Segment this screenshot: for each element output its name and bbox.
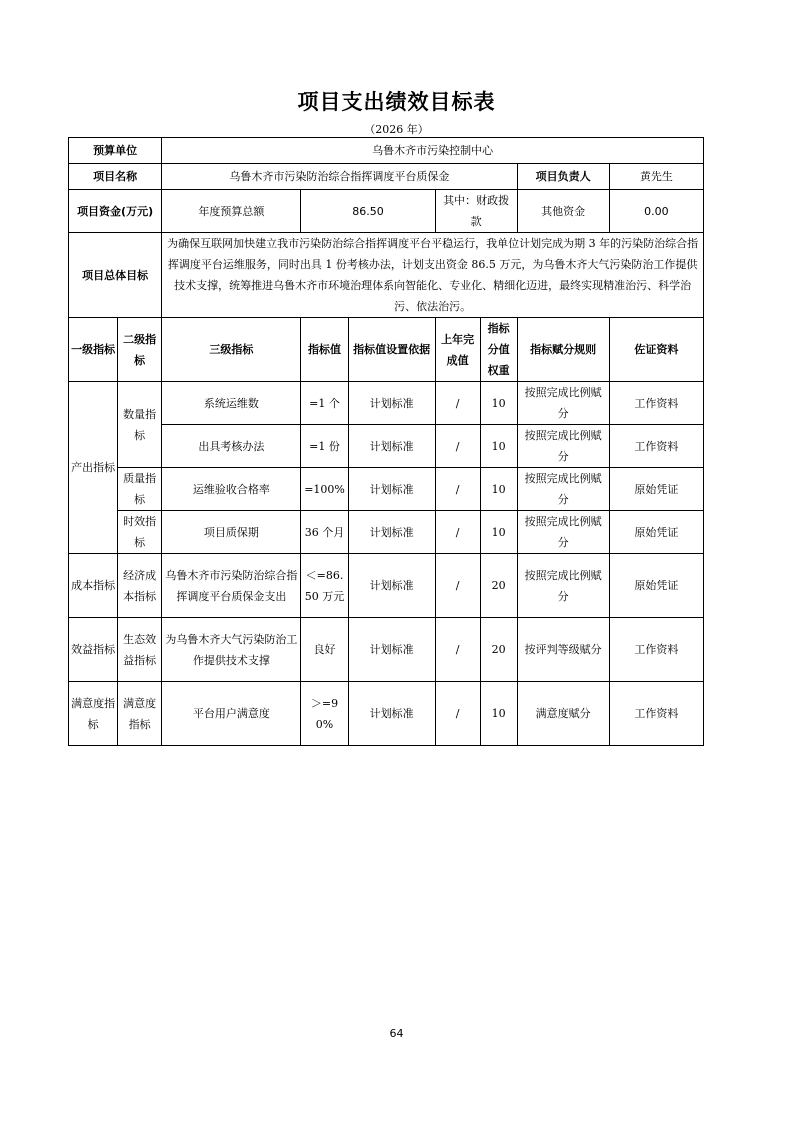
table-row	[69, 511, 704, 554]
indicator-name: 出具考核办法	[162, 425, 301, 468]
group-cost: 成本指标	[69, 554, 118, 618]
header-rule: 指标赋分规则	[517, 318, 609, 382]
indicator-weight: 20	[480, 618, 517, 682]
indicator-basis: 计划标准	[348, 682, 435, 746]
indicator-evidence: 原始凭证	[609, 468, 703, 511]
header-level3: 三级指标	[162, 318, 301, 382]
indicator-value: =1 份	[301, 425, 348, 468]
indicator-rule: 满意度赋分	[517, 682, 609, 746]
header-value: 指标值	[301, 318, 348, 382]
indicator-name: 乌鲁木齐市污染防治综合指挥调度平台质保金支出	[162, 554, 301, 618]
indicator-name: 项目质保期	[162, 511, 301, 554]
indicator-weight: 10	[480, 425, 517, 468]
indicator-rule: 按照完成比例赋分	[517, 554, 609, 618]
group-output: 产出指标	[69, 382, 118, 554]
total-budget-label: 年度预算总额	[162, 190, 301, 233]
header-evidence: 佐证资料	[609, 318, 703, 382]
fund-label: 项目资金(万元)	[69, 190, 162, 233]
indicator-weight: 20	[480, 554, 517, 618]
indicator-value: ＜=86.50 万元	[301, 554, 348, 618]
indicator-weight: 10	[480, 382, 517, 425]
header-level1: 一级指标	[69, 318, 118, 382]
leader-value: 黄先生	[609, 164, 703, 190]
indicator-value: ＞=90%	[301, 682, 348, 746]
indicator-rule: 按照完成比例赋分	[517, 468, 609, 511]
group-economic-cost: 经济成本指标	[118, 554, 162, 618]
indicator-name: 运维验收合格率	[162, 468, 301, 511]
indicator-weight: 10	[480, 682, 517, 746]
header-basis: 指标值设置依据	[348, 318, 435, 382]
group-quantity: 数量指标	[118, 382, 162, 468]
project-name-value: 乌鲁木齐市污染防治综合指挥调度平台质保金	[162, 164, 517, 190]
year-label: （2026 年）	[364, 123, 429, 136]
other-funds-value: 0.00	[609, 190, 703, 233]
indicator-evidence: 原始凭证	[609, 554, 703, 618]
indicator-evidence: 工作资料	[609, 425, 703, 468]
table-row	[69, 618, 704, 682]
group-timeliness: 时效指标	[118, 511, 162, 554]
performance-table	[68, 137, 704, 746]
indicator-value: 良好	[301, 618, 348, 682]
fiscal-label: 其中：财政拨款	[435, 190, 517, 233]
indicator-last: /	[435, 425, 480, 468]
indicator-last: /	[435, 682, 480, 746]
indicator-last: /	[435, 554, 480, 618]
other-funds-label: 其他资金	[517, 190, 609, 233]
indicator-basis: 计划标准	[348, 382, 435, 425]
header-level2: 二级指标	[118, 318, 162, 382]
total-budget-value: 86.50	[301, 190, 435, 233]
indicator-name: 为乌鲁木齐大气污染防治工作提供技术支撑	[162, 618, 301, 682]
table-row	[69, 554, 704, 618]
group-eco-benefit: 生态效益指标	[118, 618, 162, 682]
indicator-rule: 按照完成比例赋分	[517, 511, 609, 554]
indicator-last: /	[435, 382, 480, 425]
indicator-name: 系统运维数	[162, 382, 301, 425]
indicator-value: =100%	[301, 468, 348, 511]
indicator-evidence: 原始凭证	[609, 511, 703, 554]
indicator-evidence: 工作资料	[609, 618, 703, 682]
goal-text: 为确保互联网加快建立我市污染防治综合指挥调度平台平稳运行，我单位计划完成为期 3 年的污染防治综合指挥调度平台运维服务，同时出具 1 份考核办法，计划支出资金 86.5 万元，为乌鲁木齐大气污染防治工作提供技术支撑，统筹推进乌鲁木齐市环境治理体系向智能化、专业化、精细化迈进，最终实现精准治污、科学治污、依法治污。	[162, 233, 704, 318]
unit-value: 乌鲁木齐市污染控制中心	[162, 138, 704, 164]
indicator-value: 36 个月	[301, 511, 348, 554]
group-quality: 质量指标	[118, 468, 162, 511]
indicator-basis: 计划标准	[348, 554, 435, 618]
indicator-weight: 10	[480, 468, 517, 511]
page-number: 64	[389, 1027, 404, 1040]
indicator-rule: 按评判等级赋分	[517, 618, 609, 682]
group-benefit: 效益指标	[69, 618, 118, 682]
table-row	[69, 382, 704, 425]
table-row	[69, 682, 704, 746]
indicator-basis: 计划标准	[348, 511, 435, 554]
goal-label: 项目总体目标	[69, 233, 162, 318]
indicator-last: /	[435, 618, 480, 682]
header-weight: 指标分值权重	[480, 318, 517, 382]
indicator-evidence: 工作资料	[609, 682, 703, 746]
header-last-year: 上年完成值	[435, 318, 480, 382]
page-title: 项目支出绩效目标表	[297, 89, 496, 114]
indicator-rule: 按照完成比例赋分	[517, 425, 609, 468]
group-satisfaction-sub: 满意度指标	[118, 682, 162, 746]
indicator-value: =1 个	[301, 382, 348, 425]
table-row	[69, 468, 704, 511]
indicator-last: /	[435, 511, 480, 554]
indicator-evidence: 工作资料	[609, 382, 703, 425]
unit-label: 预算单位	[69, 138, 162, 164]
indicator-basis: 计划标准	[348, 425, 435, 468]
indicator-weight: 10	[480, 511, 517, 554]
indicator-basis: 计划标准	[348, 618, 435, 682]
leader-label: 项目负责人	[517, 164, 609, 190]
indicator-rule: 按照完成比例赋分	[517, 382, 609, 425]
indicator-basis: 计划标准	[348, 468, 435, 511]
indicator-last: /	[435, 468, 480, 511]
indicator-name: 平台用户满意度	[162, 682, 301, 746]
group-satisfaction: 满意度指标	[69, 682, 118, 746]
table-row	[69, 425, 704, 468]
project-name-label: 项目名称	[69, 164, 162, 190]
